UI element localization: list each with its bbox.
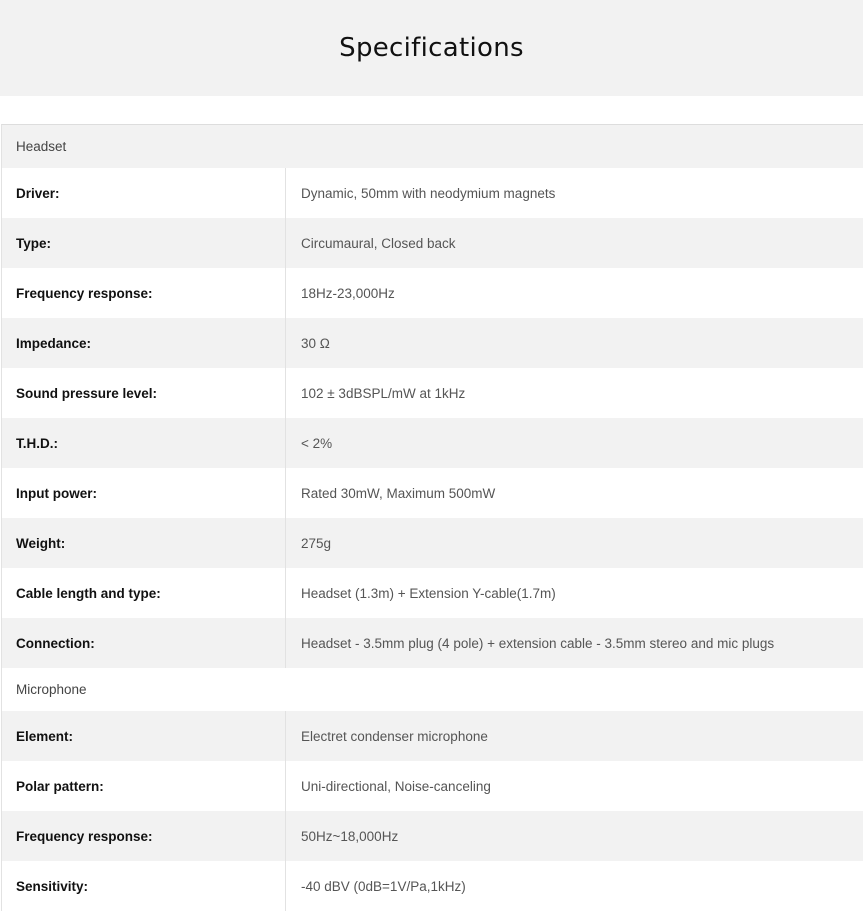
spec-value: 102 ± 3dBSPL/mW at 1kHz [301, 385, 466, 401]
table-row [2, 711, 863, 761]
spec-value: 18Hz-23,000Hz [301, 285, 395, 301]
spec-label: Type: [2, 218, 286, 268]
table-row [2, 518, 863, 568]
spec-value: Circumaural, Closed back [301, 235, 456, 251]
table-row [2, 418, 863, 468]
table-row [2, 568, 863, 618]
table-row [2, 618, 863, 668]
table-row [2, 468, 863, 518]
spec-label: Element: [2, 711, 286, 761]
table-row [2, 218, 863, 268]
table-row [2, 368, 863, 418]
spec-label: Impedance: [2, 318, 286, 368]
page-header [0, 0, 863, 96]
table-row [2, 761, 863, 811]
spec-value: 50Hz~18,000Hz [301, 828, 399, 844]
spec-label: Sensitivity: [2, 861, 286, 911]
spec-label: Frequency response: [2, 268, 286, 318]
table-row [2, 811, 863, 861]
spec-label: Polar pattern: [2, 761, 286, 811]
section-header-headset: Headset [2, 125, 863, 168]
spec-value: Electret condenser microphone [301, 728, 488, 744]
table-row [2, 168, 863, 218]
spec-value: Rated 30mW, Maximum 500mW [301, 485, 496, 501]
spec-value: < 2% [301, 435, 333, 451]
spec-label: Driver: [2, 168, 286, 218]
table-row [2, 318, 863, 368]
spec-value: 30 Ω [301, 335, 330, 351]
spec-value: -40 dBV (0dB=1V/Pa,1kHz) [301, 878, 466, 894]
table-row [2, 268, 863, 318]
spec-table [1, 124, 863, 911]
spec-value: 275g [301, 535, 332, 551]
spec-value: Headset - 3.5mm plug (4 pole) + extension cable - 3.5mm stereo and mic plugs [301, 635, 775, 651]
spec-label: Cable length and type: [2, 568, 286, 618]
spec-value: Uni-directional, Noise-canceling [301, 778, 491, 794]
spec-label: Frequency response: [2, 811, 286, 861]
spec-label: Input power: [2, 468, 286, 518]
spec-label: Connection: [2, 618, 286, 668]
spec-label: T.H.D.: [2, 418, 286, 468]
section-header-microphone: Microphone [2, 668, 863, 711]
table-row [2, 861, 863, 911]
page-title: Specifications [339, 33, 524, 63]
spec-label: Sound pressure level: [2, 368, 286, 418]
spec-label: Weight: [2, 518, 286, 568]
spec-value: Headset (1.3m) + Extension Y-cable(1.7m) [301, 585, 556, 601]
spec-value: Dynamic, 50mm with neodymium magnets [301, 185, 556, 201]
